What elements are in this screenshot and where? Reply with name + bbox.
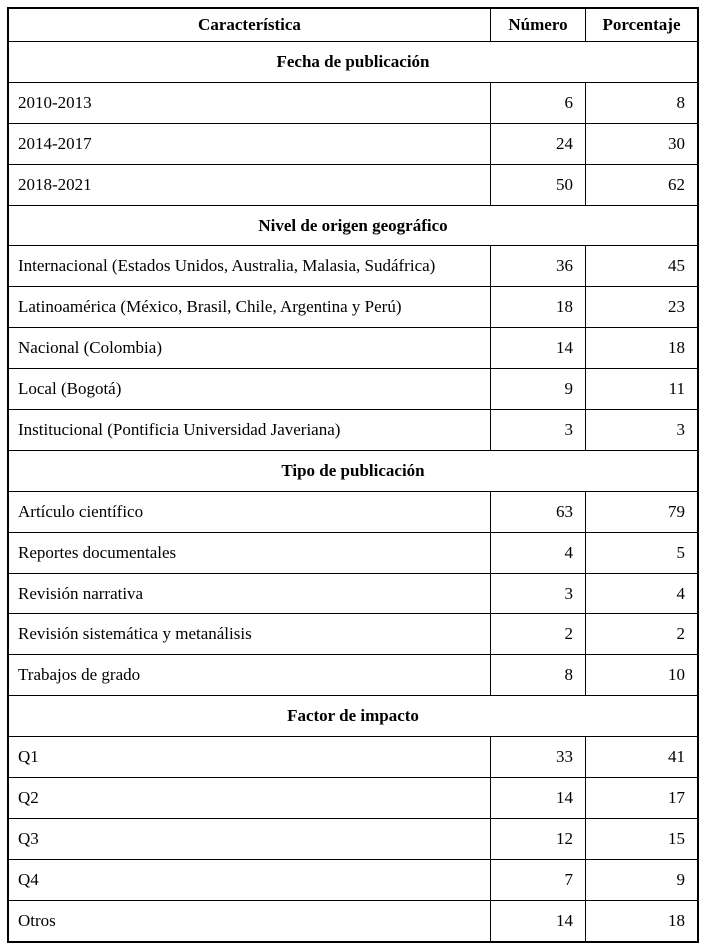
numero-cell: 3	[491, 410, 586, 451]
porcentaje-cell: 4	[586, 573, 699, 614]
porcentaje-cell: 17	[586, 778, 699, 819]
characteristic-cell: Q1	[8, 737, 491, 778]
section-title: Tipo de publicación	[8, 450, 698, 491]
section-row	[8, 450, 698, 491]
porcentaje-cell: 18	[586, 328, 699, 369]
table-row	[8, 369, 698, 410]
porcentaje-cell: 23	[586, 287, 699, 328]
section-row	[8, 205, 698, 246]
numero-cell: 12	[491, 818, 586, 859]
characteristic-cell: Artículo científico	[8, 491, 491, 532]
characteristic-cell: Institucional (Pontificia Universidad Javeriana)	[8, 410, 491, 451]
numero-cell: 24	[491, 123, 586, 164]
table-row	[8, 328, 698, 369]
table-row	[8, 737, 698, 778]
table-row	[8, 246, 698, 287]
numero-cell: 14	[491, 328, 586, 369]
characteristic-cell: Revisión sistemática y metanálisis	[8, 614, 491, 655]
numero-cell: 36	[491, 246, 586, 287]
numero-cell: 14	[491, 900, 586, 942]
porcentaje-cell: 62	[586, 164, 699, 205]
table-row	[8, 532, 698, 573]
section-row	[8, 696, 698, 737]
porcentaje-cell: 30	[586, 123, 699, 164]
porcentaje-cell: 5	[586, 532, 699, 573]
numero-cell: 7	[491, 859, 586, 900]
column-header-caracteristica: Característica	[8, 8, 491, 42]
characteristic-cell: Latinoamérica (México, Brasil, Chile, Argentina y Perú)	[8, 287, 491, 328]
numero-cell: 18	[491, 287, 586, 328]
numero-cell: 6	[491, 82, 586, 123]
porcentaje-cell: 41	[586, 737, 699, 778]
table-row	[8, 655, 698, 696]
characteristic-cell: Revisión narrativa	[8, 573, 491, 614]
porcentaje-cell: 9	[586, 859, 699, 900]
characteristic-cell: Otros	[8, 900, 491, 942]
characteristic-cell: Q3	[8, 818, 491, 859]
numero-cell: 2	[491, 614, 586, 655]
section-title: Factor de impacto	[8, 696, 698, 737]
numero-cell: 3	[491, 573, 586, 614]
table-row	[8, 123, 698, 164]
table-row	[8, 164, 698, 205]
table-row	[8, 287, 698, 328]
characteristic-cell: Trabajos de grado	[8, 655, 491, 696]
porcentaje-cell: 45	[586, 246, 699, 287]
numero-cell: 63	[491, 491, 586, 532]
table-row	[8, 859, 698, 900]
porcentaje-cell: 8	[586, 82, 699, 123]
porcentaje-cell: 15	[586, 818, 699, 859]
table-row	[8, 900, 698, 942]
table-row	[8, 573, 698, 614]
section-title: Fecha de publicación	[8, 42, 698, 83]
section-row	[8, 42, 698, 83]
table-row	[8, 818, 698, 859]
numero-cell: 14	[491, 778, 586, 819]
porcentaje-cell: 3	[586, 410, 699, 451]
characteristic-cell: 2018-2021	[8, 164, 491, 205]
column-header-porcentaje: Porcentaje	[586, 8, 699, 42]
characteristics-table	[7, 7, 699, 943]
characteristic-cell: Q2	[8, 778, 491, 819]
table-row	[8, 82, 698, 123]
porcentaje-cell: 79	[586, 491, 699, 532]
header-row	[8, 8, 698, 42]
table-row	[8, 614, 698, 655]
numero-cell: 33	[491, 737, 586, 778]
table-row	[8, 778, 698, 819]
characteristic-cell: Internacional (Estados Unidos, Australia, Malasia, Sudáfrica)	[8, 246, 491, 287]
numero-cell: 9	[491, 369, 586, 410]
section-title: Nivel de origen geográfico	[8, 205, 698, 246]
table-row	[8, 491, 698, 532]
numero-cell: 50	[491, 164, 586, 205]
characteristic-cell: 2014-2017	[8, 123, 491, 164]
porcentaje-cell: 10	[586, 655, 699, 696]
porcentaje-cell: 18	[586, 900, 699, 942]
characteristic-cell: Reportes documentales	[8, 532, 491, 573]
characteristic-cell: Nacional (Colombia)	[8, 328, 491, 369]
table-row	[8, 410, 698, 451]
characteristic-cell: Q4	[8, 859, 491, 900]
numero-cell: 4	[491, 532, 586, 573]
column-header-numero: Número	[491, 8, 586, 42]
characteristic-cell: 2010-2013	[8, 82, 491, 123]
table-header	[8, 8, 698, 42]
porcentaje-cell: 2	[586, 614, 699, 655]
porcentaje-cell: 11	[586, 369, 699, 410]
table-body	[8, 42, 698, 943]
characteristic-cell: Local (Bogotá)	[8, 369, 491, 410]
numero-cell: 8	[491, 655, 586, 696]
